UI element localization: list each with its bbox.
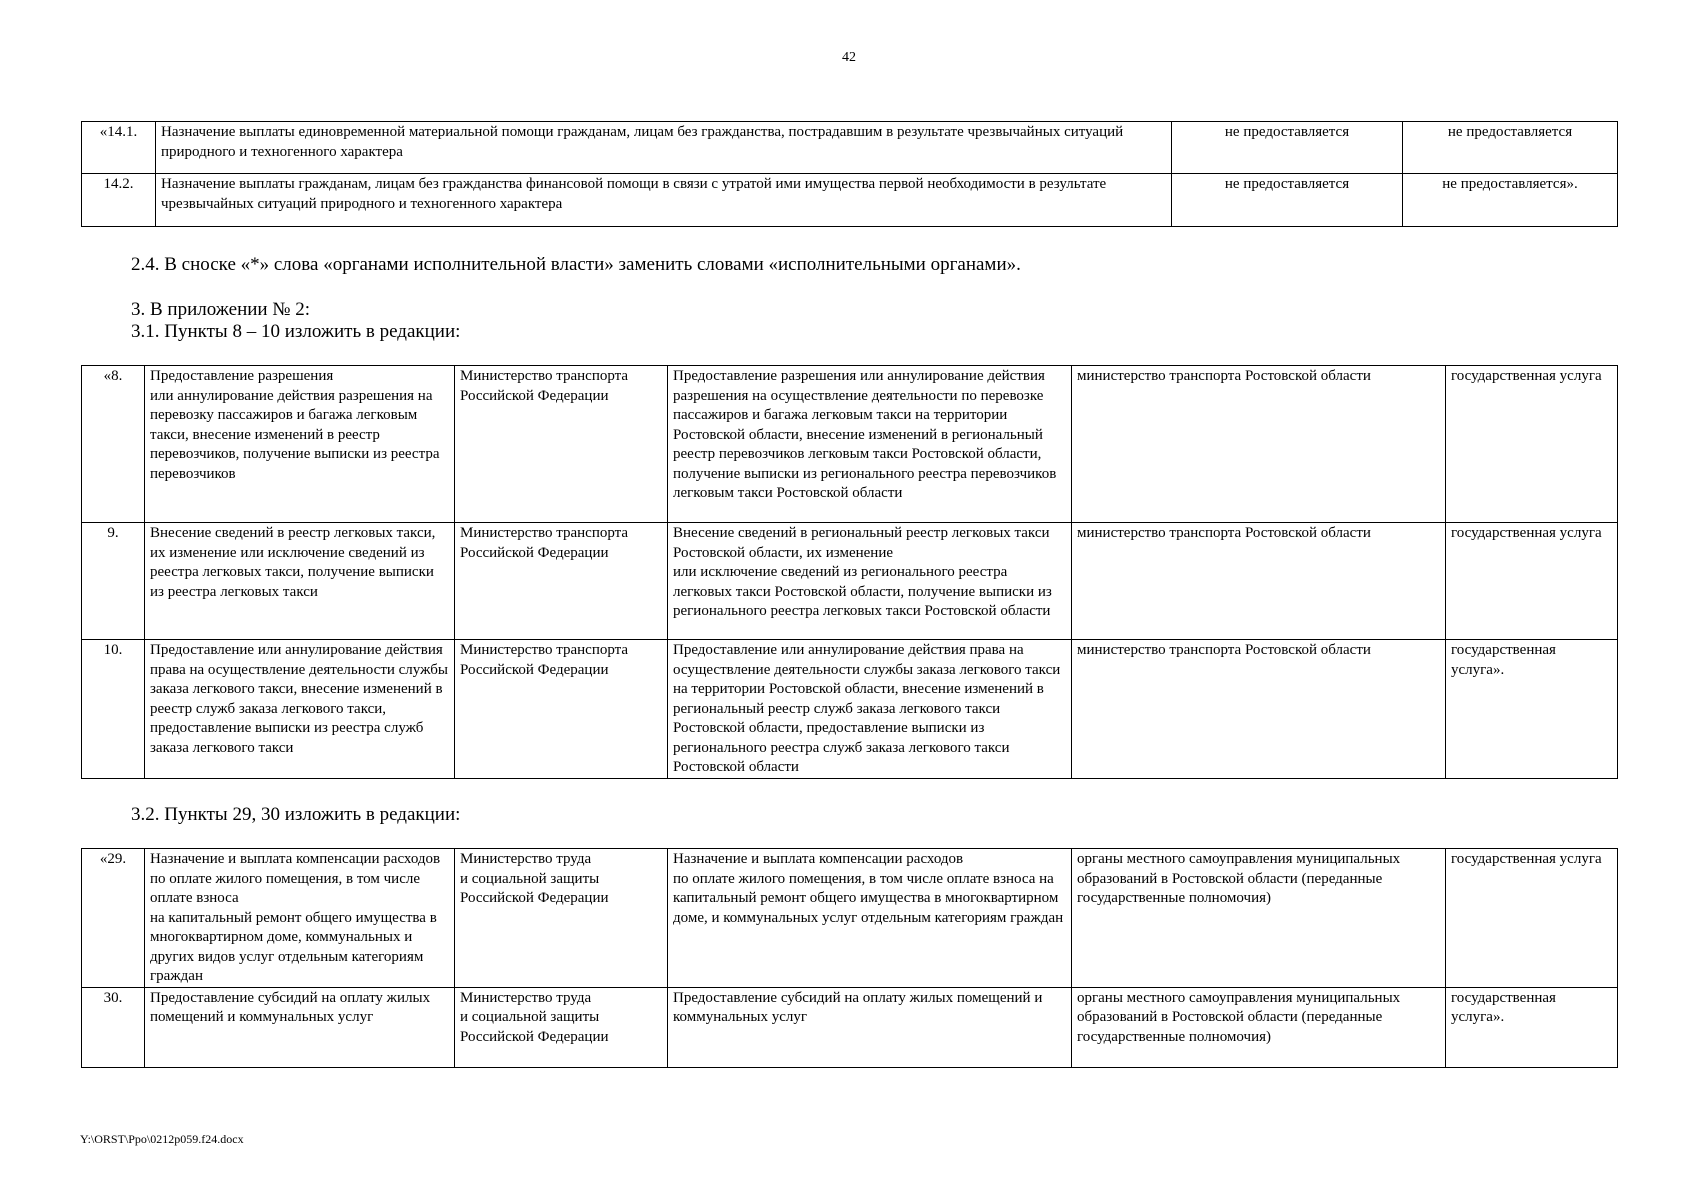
cell-service-type: государственная услуга	[1446, 366, 1618, 523]
paragraph-2-4: 2.4. В сноске «*» слова «органами исполнительной власти» заменить словами «исполнительными органами».	[131, 254, 1021, 275]
cell-description: Назначение выплаты единовременной материальной помощи гражданам, лицам без гражданства, пострадавшим в результате чрезвычайных ситуаций природного и техногенного характера	[156, 122, 1172, 174]
cell-authority: министерство транспорта Ростовской области	[1072, 640, 1446, 779]
cell-federal-ministry: Министерство труда и социальной защиты Российской Федерации	[455, 987, 668, 1067]
cell-value: не предоставляется	[1403, 122, 1618, 174]
cell-federal-ministry: Министерство транспорта Российской Федерации	[455, 366, 668, 523]
cell-service-name: Предоставление субсидий на оплату жилых помещений и коммунальных услуг	[145, 987, 455, 1067]
cell-federal-ministry: Министерство транспорта Российской Федерации	[455, 523, 668, 640]
cell-number: «14.1.	[82, 122, 156, 174]
table-14	[81, 121, 1618, 227]
cell-number: 30.	[82, 987, 145, 1067]
table-row	[82, 174, 1618, 227]
cell-regional-service: Предоставление разрешения или аннулирование действия разрешения на осуществление деятельности по перевозке пассажиров и багажа легковым такси на территории Ростовской области, внесение изменений в региональный реестр перевозчиков легковым такси Ростовской области, получение выписки из регионального реестра перевозчиков легковым такси Ростовской области	[668, 366, 1072, 523]
paragraph-3: 3. В приложении № 2:	[131, 299, 310, 320]
cell-service-type: государственная услуга».	[1446, 640, 1618, 779]
table-row	[82, 849, 1618, 988]
cell-regional-service: Назначение и выплата компенсации расходов по оплате жилого помещения, в том числе оплате взноса на капитальный ремонт общего имущества в многоквартирном доме, и коммунальных услуг отдельным категориям граждан	[668, 849, 1072, 988]
cell-federal-ministry: Министерство транспорта Российской Федерации	[455, 640, 668, 779]
table-items-8-10	[81, 365, 1618, 779]
cell-service-type: государственная услуга».	[1446, 987, 1618, 1067]
table-items-29-30	[81, 848, 1618, 1068]
cell-value: не предоставляется	[1172, 122, 1403, 174]
table-row	[82, 987, 1618, 1067]
cell-service-name: Предоставление или аннулирование действия права на осуществление деятельности службы заказа легкового такси, внесение изменений в реестр служб заказа легкового такси, предоставление выписки из реестра служб заказа легкового такси	[145, 640, 455, 779]
cell-value: не предоставляется	[1172, 174, 1403, 227]
cell-service-type: государственная услуга	[1446, 849, 1618, 988]
cell-number: 14.2.	[82, 174, 156, 227]
table-items-8-10-body	[82, 366, 1618, 779]
cell-authority: органы местного самоуправления муниципальных образований в Ростовской области (переданные государственные полномочия)	[1072, 849, 1446, 988]
table-row	[82, 366, 1618, 523]
table-row	[82, 640, 1618, 779]
cell-number: 9.	[82, 523, 145, 640]
cell-regional-service: Предоставление или аннулирование действия права на осуществление деятельности службы заказа легкового такси на территории Ростовской области, внесение изменений в региональный реестр служб заказа легкового такси Ростовской области, предоставление выписки из регионального реестра служб заказа легкового такси Ростовской области	[668, 640, 1072, 779]
cell-number: «29.	[82, 849, 145, 988]
cell-federal-ministry: Министерство труда и социальной защиты Российской Федерации	[455, 849, 668, 988]
table-row	[82, 122, 1618, 174]
page-number: 42	[842, 50, 856, 65]
cell-authority: органы местного самоуправления муниципальных образований в Ростовской области (переданные государственные полномочия)	[1072, 987, 1446, 1067]
cell-authority: министерство транспорта Ростовской области	[1072, 366, 1446, 523]
cell-number: 10.	[82, 640, 145, 779]
paragraph-3-1: 3.1. Пункты 8 – 10 изложить в редакции:	[131, 321, 461, 342]
cell-number: «8.	[82, 366, 145, 523]
file-path-footer: Y:\ORST\Ppo\0212p059.f24.docx	[80, 1132, 244, 1146]
cell-service-name: Внесение сведений в реестр легковых такси, их изменение или исключение сведений из реестра легковых такси, получение выписки из реестра легковых такси	[145, 523, 455, 640]
table-items-29-30-body	[82, 849, 1618, 1068]
table-row	[82, 523, 1618, 640]
cell-value: не предоставляется».	[1403, 174, 1618, 227]
cell-regional-service: Предоставление субсидий на оплату жилых помещений и коммунальных услуг	[668, 987, 1072, 1067]
cell-service-type: государственная услуга	[1446, 523, 1618, 640]
table-14-body	[82, 122, 1618, 227]
cell-authority: министерство транспорта Ростовской области	[1072, 523, 1446, 640]
paragraph-3-2: 3.2. Пункты 29, 30 изложить в редакции:	[131, 804, 461, 825]
cell-description: Назначение выплаты гражданам, лицам без гражданства финансовой помощи в связи с утратой ими имущества первой необходимости в результате чрезвычайных ситуаций природного и техногенного характера	[156, 174, 1172, 227]
cell-regional-service: Внесение сведений в региональный реестр легковых такси Ростовской области, их изменение или исключение сведений из регионального реестра легковых такси Ростовской области, получение выписки из регионального реестра легковых такси Ростовской области	[668, 523, 1072, 640]
cell-service-name: Предоставление разрешения или аннулирование действия разрешения на перевозку пассажиров и багажа легковым такси, внесение изменений в реестр перевозчиков, получение выписки из реестра перевозчиков	[145, 366, 455, 523]
cell-service-name: Назначение и выплата компенсации расходов по оплате жилого помещения, в том числе оплате взноса на капитальный ремонт общего имущества в многоквартирном доме, коммунальных и других видов услуг отдельным категориям граждан	[145, 849, 455, 988]
